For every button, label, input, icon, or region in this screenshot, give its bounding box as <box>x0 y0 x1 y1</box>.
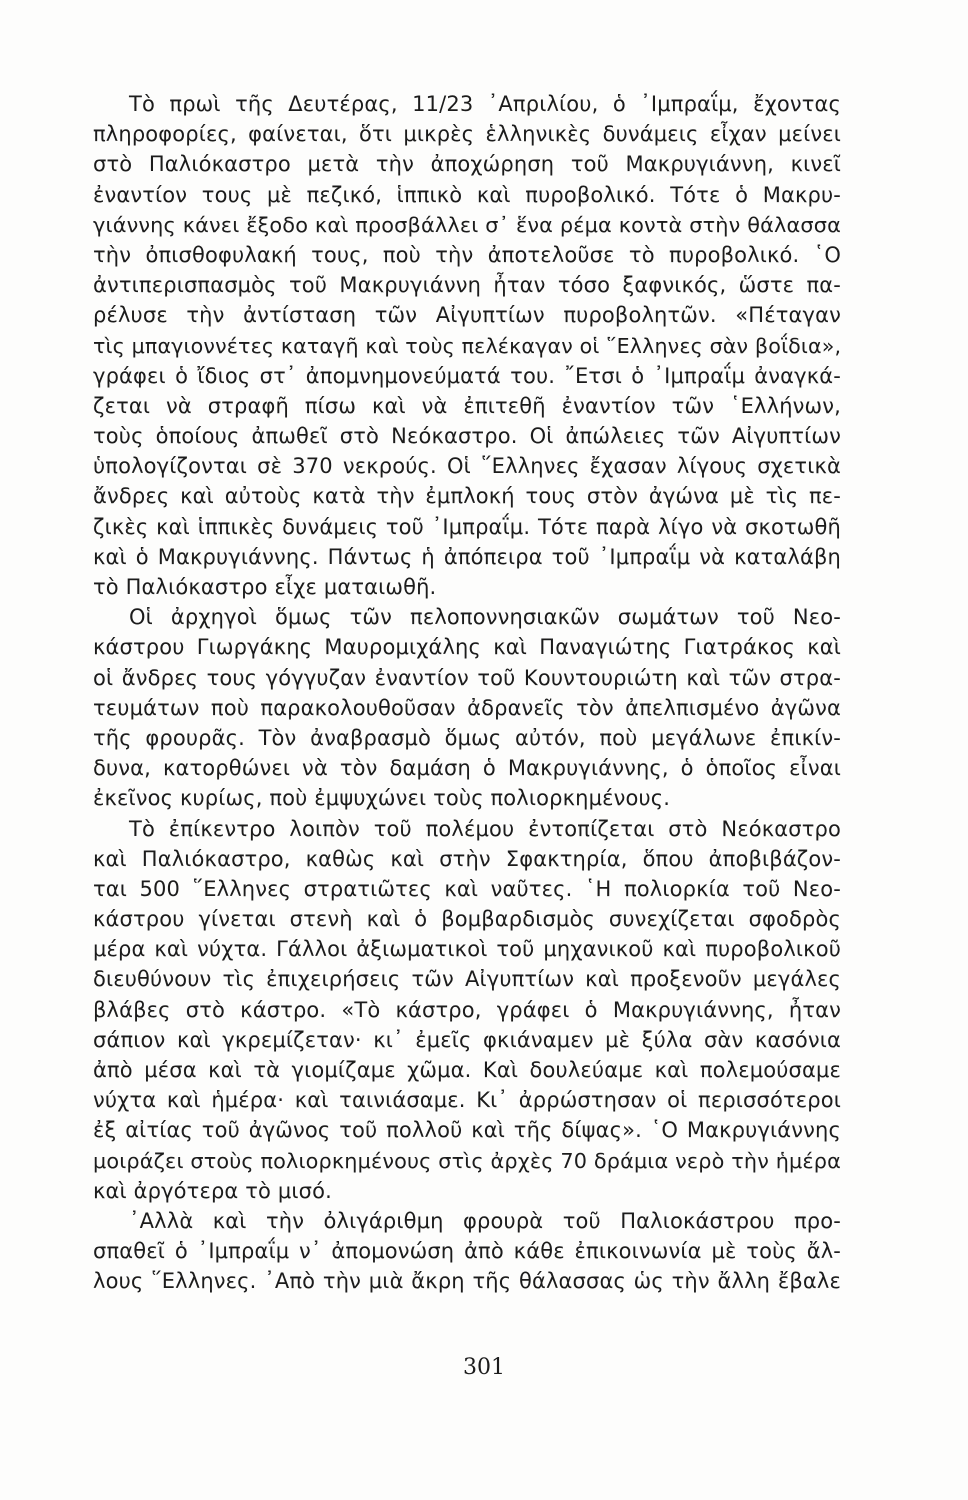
text-line: ἀντιπερισπασμὸς τοῦ Μακρυγιάννη ἦταν τόσο ξαφνικός, ὥστε πα- <box>93 273 841 298</box>
text-line: κάστρου γίνεται στενὴ καὶ ὁ βομβαρδισμὸς συνεχίζεται σφοδρὸς <box>93 907 841 932</box>
text-line: καὶ Παλιόκαστρο, καθὼς καὶ στὴν Σφακτηρία, ὅπου ἀποβιβάζον- <box>93 846 841 871</box>
text-line: δυνα, κατορθώνει νὰ τὸν δαμάση ὁ Μακρυγιάννης, ὁ ὁποῖος εἶναι <box>93 756 841 781</box>
text-line: κάστρου Γιωργάκης Μαυρομιχάλης καὶ Παναγιώτης Γιατράκος καὶ <box>93 635 841 660</box>
text-line: διευθύνουν τὶς ἐπιχειρήσεις τῶν Αἰγυπτίων καὶ προξενοῦν μεγάλες <box>93 967 841 992</box>
text-line: ἄνδρες καὶ αὐτοὺς κατὰ τὴν ἐμπλοκή τους στὸν ἀγώνα μὲ τὶς πε- <box>93 484 841 509</box>
text-line: ἀπὸ μέσα καὶ τὰ γιομίζαμε χῶμα. Καὶ δουλεύαμε καὶ πολεμούσαμε <box>93 1058 841 1082</box>
text-line: τὶς μπαγιοννέτες καταγῆ καὶ τοὺς πελέκαγαν οἱ ῞Ελληνες σὰν βοΐδια», <box>93 333 842 358</box>
text-line: Τὸ πρωὶ τῆς Δευτέρας, 11/23 ᾿Απριλίου, ὁ ᾿Ιμπραΐμ, ἔχοντας <box>129 92 841 116</box>
text-line: μοιράζει στοὺς πολιορκημένους στὶς ἀρχὲς 70 δράμια νερὸ τὴν ἡμέρα <box>93 1148 841 1173</box>
text-line: ρέλυσε τὴν ἀντίσταση τῶν Αἰγυπτίων πυροβολητῶν. «Πέταγαν <box>93 303 841 328</box>
body-text <box>93 89 841 1297</box>
page-number: 301 <box>463 1355 505 1380</box>
text-line: γιάννης κάνει ἔξοδο καὶ προσβάλλει σ᾿ ἕνα ρέμα κοντὰ στὴν θάλασσα <box>93 212 841 237</box>
text-line: τὴν ὀπισθοφυλακή τους, ποὺ τὴν ἀποτελοῦσε τὸ πυροβολικό. ῾Ο <box>93 242 841 267</box>
text-line: ζεται νὰ στραφῆ πίσω καὶ νὰ ἐπιτεθῆ ἐναντίον τῶν ῾Ελλήνων, <box>93 393 841 418</box>
text-line: ζικὲς καὶ ἱππικὲς δυνάμεις τοῦ ᾿Ιμπραΐμ. Τότε παρὰ λίγο νὰ σκοτωθῆ <box>93 514 841 539</box>
text-line: ἐκεῖνος κυρίως, ποὺ ἐμψυχώνει τοὺς πολιορκημένους. <box>93 786 671 811</box>
text-line: τὸ Παλιόκαστρο εἶχε ματαιωθῆ. <box>93 575 437 599</box>
text-line: μέρα καὶ νύχτα. Γάλλοι ἀξιωματικοὶ τοῦ μηχανικοῦ καὶ πυροβολικοῦ <box>93 937 841 962</box>
text-line: Οἱ ἀρχηγοὶ ὅμως τῶν πελοποννησιακῶν σωμάτων τοῦ Νεο- <box>129 605 841 630</box>
text-line: ὑπολογίζονται σὲ 370 νεκρούς. Οἱ ῞Ελληνες ἔχασαν λίγους σχετικὰ <box>93 454 841 479</box>
text-line: καὶ ὁ Μακρυγιάννης. Πάντως ἡ ἀπόπειρα τοῦ ᾿Ιμπραΐμ νὰ καταλάβη <box>93 544 841 569</box>
text-line: ᾿Αλλὰ καὶ τὴν ὀλιγάριθμη φρουρὰ τοῦ Παλιοκάστρου προ- <box>129 1208 841 1233</box>
text-line: λους ῞Ελληνες. ᾿Απὸ τὴν μιὰ ἄκρη τῆς θάλασσας ὡς τὴν ἄλλη ἔβαλε <box>93 1269 841 1294</box>
text-line: σπαθεῖ ὁ ᾿Ιμπραΐμ ν᾿ ἀπομονώση ἀπὸ κάθε ἐπικοινωνία μὲ τοὺς ἄλ- <box>93 1239 841 1264</box>
text-line: στὸ Παλιόκαστρο μετὰ τὴν ἀποχώρηση τοῦ Μακρυγιάννη, κινεῖ <box>93 152 841 177</box>
text-line: τῆς φρουρᾶς. Τὸν ἀναβρασμὸ ὅμως αὐτόν, ποὺ μεγάλωνε ἐπικίν- <box>93 725 841 750</box>
text-line: γράφει ὁ ἴδιος στ᾿ ἀπομνημονεύματά του. ῎Ετσι ὁ ᾿Ιμπραΐμ ἀναγκά- <box>93 363 841 388</box>
text-line: νύχτα καὶ ἡμέρα· καὶ ταινιάσαμε. Κι᾿ ἀρρώστησαν οἱ περισσότεροι <box>93 1088 841 1113</box>
text-line: Τὸ ἐπίκεντρο λοιπὸν τοῦ πολέμου ἐντοπίζεται στὸ Νεόκαστρο <box>129 816 841 841</box>
text-line: καὶ ἀργότερα τὸ μισό. <box>93 1178 332 1203</box>
text-line: βλάβες στὸ κάστρο. «Τὸ κάστρο, γράφει ὁ Μακρυγιάννης, ἦταν <box>93 997 841 1022</box>
text-line: ἐναντίον τους μὲ πεζικό, ἱππικὸ καὶ πυροβολικό. Τότε ὁ Μακρυ- <box>93 182 841 207</box>
text-line: οἱ ἄνδρες τους γόγγυζαν ἐναντίον τοῦ Κουντουριώτη καὶ τῶν στρα- <box>93 665 841 690</box>
text-line: πληροφορίες, φαίνεται, ὅτι μικρὲς ἑλληνικὲς δυνάμεις εἶχαν μείνει <box>93 122 841 147</box>
text-line: ἐξ αἰτίας τοῦ ἀγῶνος τοῦ πολλοῦ καὶ τῆς δίψας». ῾Ο Μακρυγιάννης <box>93 1118 841 1143</box>
text-line: ται 500 ῞Ελληνες στρατιῶτες καὶ ναῦτες. ῾Η πολιορκία τοῦ Νεο- <box>93 876 841 901</box>
text-line: σάπιον καὶ γκρεμίζεταν· κι᾿ ἐμεῖς φκιάναμεν μὲ ξύλα σὰν κασόνια <box>93 1027 841 1052</box>
text-line: τοὺς ὁποίους ἀπωθεῖ στὸ Νεόκαστρο. Οἱ ἀπώλειες τῶν Αἰγυπτίων <box>93 424 841 449</box>
text-line: τευμάτων ποὺ παρακολουθοῦσαν ἀδρανεῖς τὸν ἀπελπισμένο ἀγῶνα <box>93 695 841 720</box>
